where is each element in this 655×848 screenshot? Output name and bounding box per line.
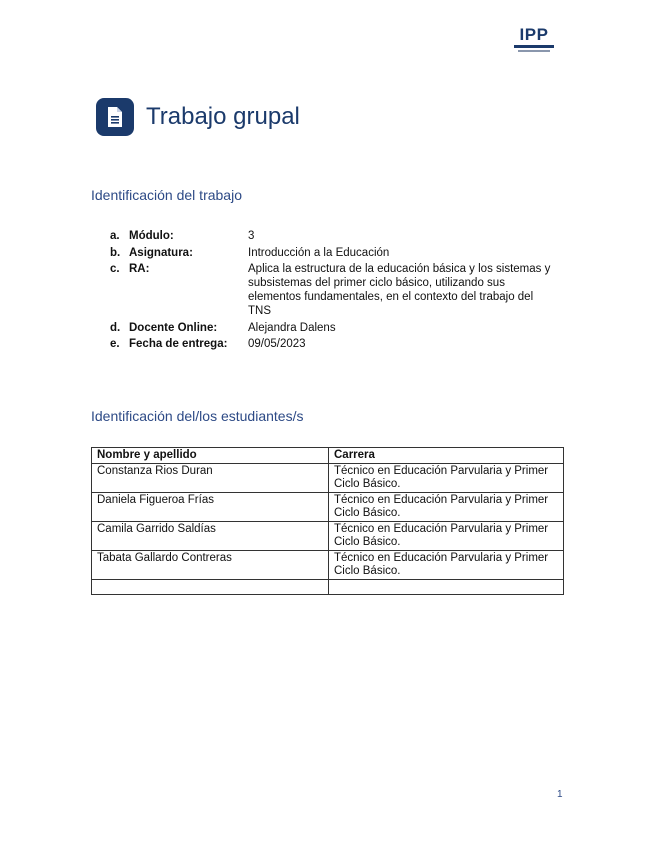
info-letter: b. [110,246,121,259]
info-value: Aplica la estructura de la educación básica y los sistemas y subsistemas del primer ciclo básico, utilizando sus elementos fundamentales, en el contexto del trabajo del TNS [248,263,551,317]
table-row-empty [92,580,564,595]
student-name-cell: Tabata Gallardo Contreras [92,551,329,580]
student-career-cell: Técnico en Educación Parvularia y Primer Ciclo Básico. [329,464,564,493]
info-label: RA: [129,263,150,275]
student-name-cell [92,580,329,595]
logo-rule-small [518,50,550,52]
table-header-row [92,448,564,464]
table-row [92,551,564,580]
ipp-logo [510,26,558,52]
info-label: Fecha de entrega: [129,338,228,350]
info-label: Asignatura: [129,246,193,259]
info-label: Docente Online: [129,321,218,334]
page-title: Trabajo grupal [146,103,300,130]
info-label: Módulo: [129,230,174,242]
logo-text: IPP [519,25,549,44]
logo-rule [514,45,554,48]
document-icon [96,98,134,136]
page-number: 1 [557,789,563,800]
info-value: Alejandra Dalens [248,321,336,334]
info-letter: e. [110,338,120,350]
info-row-ra [110,262,560,318]
student-name-cell: Constanza Rios Duran [92,464,329,493]
info-value: Introducción a la Educación [248,246,390,259]
info-row-subject [110,246,560,260]
info-row-module [110,229,560,243]
column-header-name: Nombre y apellido [92,448,329,464]
student-name-cell: Daniela Figueroa Frías [92,493,329,522]
students-section-heading: Identificación del/los estudiantes/s [91,408,304,424]
student-career-cell: Técnico en Educación Parvularia y Primer Ciclo Básico. [329,493,564,522]
info-value: 09/05/2023 [248,338,306,350]
work-section-heading: Identificación del trabajo [91,187,242,203]
info-value: 3 [248,230,255,242]
page-title-row [96,98,300,136]
info-row-teacher [110,321,560,335]
students-table [91,447,564,595]
student-career-cell: Técnico en Educación Parvularia y Primer Ciclo Básico. [329,551,564,580]
column-header-career: Carrera [329,448,564,464]
table-row [92,464,564,493]
work-info-list [110,229,560,354]
student-name-cell: Camila Garrido Saldías [92,522,329,551]
info-row-due-date [110,337,560,351]
info-letter: d. [110,321,121,334]
table-row [92,493,564,522]
student-career-cell [329,580,564,595]
table-row [92,522,564,551]
student-career-cell: Técnico en Educación Parvularia y Primer Ciclo Básico. [329,522,564,551]
info-letter: c. [110,263,120,275]
info-letter: a. [110,230,120,242]
